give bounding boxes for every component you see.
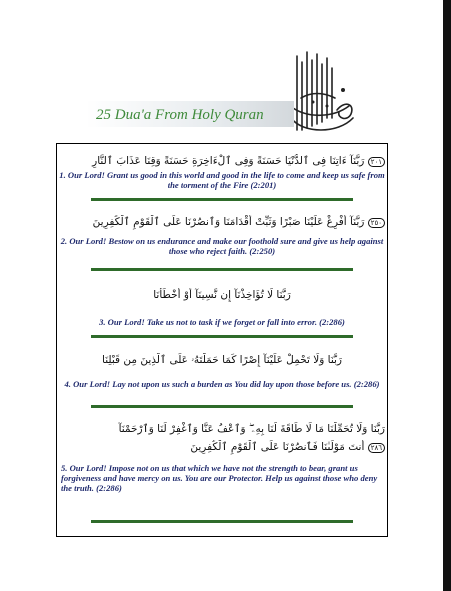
dua-1-arabic: ٢٠١ رَبَّنَآ ءَاتِنَا فِى ٱلدُّنْيَا حَسَنَةً وَفِى ٱلْءَاخِرَةِ حَسَنَةً وَقِنَا عَذَابَ ٱلنَّارِ <box>59 154 385 169</box>
dua-frame <box>56 143 388 537</box>
dua-2-translation: 2. Our Lord! Bestow on us endurance and make our foothold sure and give us help against those who reject faith. (2:250) <box>60 236 384 256</box>
dua-3-translation: 3. Our Lord! Take us not to task if we forget or fall into error. (2:286) <box>99 317 345 327</box>
dua-5-arabic-line-2: ٢٨٦ أَنتَ مَوْلَىٰنَا فَٱنصُرْنَا عَلَى ٱلْقَوْمِ ٱلْكَٰفِرِينَ <box>59 440 385 455</box>
dua-entry-1 <box>59 154 385 190</box>
divider-rule <box>91 335 353 338</box>
dua-5-arabic: رَبَّنَا وَلَا تُحَمِّلْنَا مَا لَا طَاقَةَ لَنَا بِهِۦ ۖ وَٱعْفُ عَنَّا وَٱغْفِرْ لَنَا وَٱرْحَمْنَآ <box>118 423 385 435</box>
dua-4-arabic: رَبَّنَا وَلَا تَحْمِلْ عَلَيْنَآ إِصْرًا كَمَا حَمَلْتَهُۥ عَلَى ٱلَّذِينَ مِن قَبْلِنَا <box>102 354 342 366</box>
divider-rule <box>91 405 353 408</box>
dua-3-arabic: رَبَّنَا لَا تُؤَاخِذْنَآ إِن نَّسِينَآ أَوْ أَخْطَأْنَا <box>153 289 291 301</box>
ayah-marker: ٢٨٦ <box>368 443 385 453</box>
dua-1-translation: 1. Our Lord! Grant us good in this world and good in the life to come and keep us safe from the torment of the Fire (2:201) <box>59 170 385 190</box>
divider-rule <box>91 268 353 271</box>
ayah-marker: ٢٠١ <box>368 157 385 167</box>
dua-2-arabic: ٢٥٠ رَبَّنَآ أَفْرِغْ عَلَيْنَا صَبْرًا وَثَبِّتْ أَقْدَامَنَا وَٱنصُرْنَا عَلَى ٱلْقَوْمِ ٱلْكَٰفِرِينَ <box>59 215 385 230</box>
dua-entry-3 <box>59 288 385 327</box>
divider-rule <box>91 198 353 201</box>
dua-4-translation: 4. Our Lord! Lay not upon us such a burden as You did lay upon those before us. (2:286) <box>64 379 380 389</box>
dua-entry-5 <box>59 422 385 493</box>
page-title: 25 Dua'a From Holy Quran <box>96 107 264 123</box>
dua-entry-4 <box>59 353 385 389</box>
ayah-marker: ٢٥٠ <box>368 218 385 228</box>
dua-5-translation: 5. Our Lord! Impose not on us that which we have not the strength to bear, grant us forgiveness and have mercy on us. You are our Protector. Help us against those who deny the truth. (2:286) <box>61 463 378 493</box>
page-edge-bar <box>443 0 451 591</box>
divider-rule <box>91 520 353 523</box>
dua-entry-2 <box>59 215 385 256</box>
